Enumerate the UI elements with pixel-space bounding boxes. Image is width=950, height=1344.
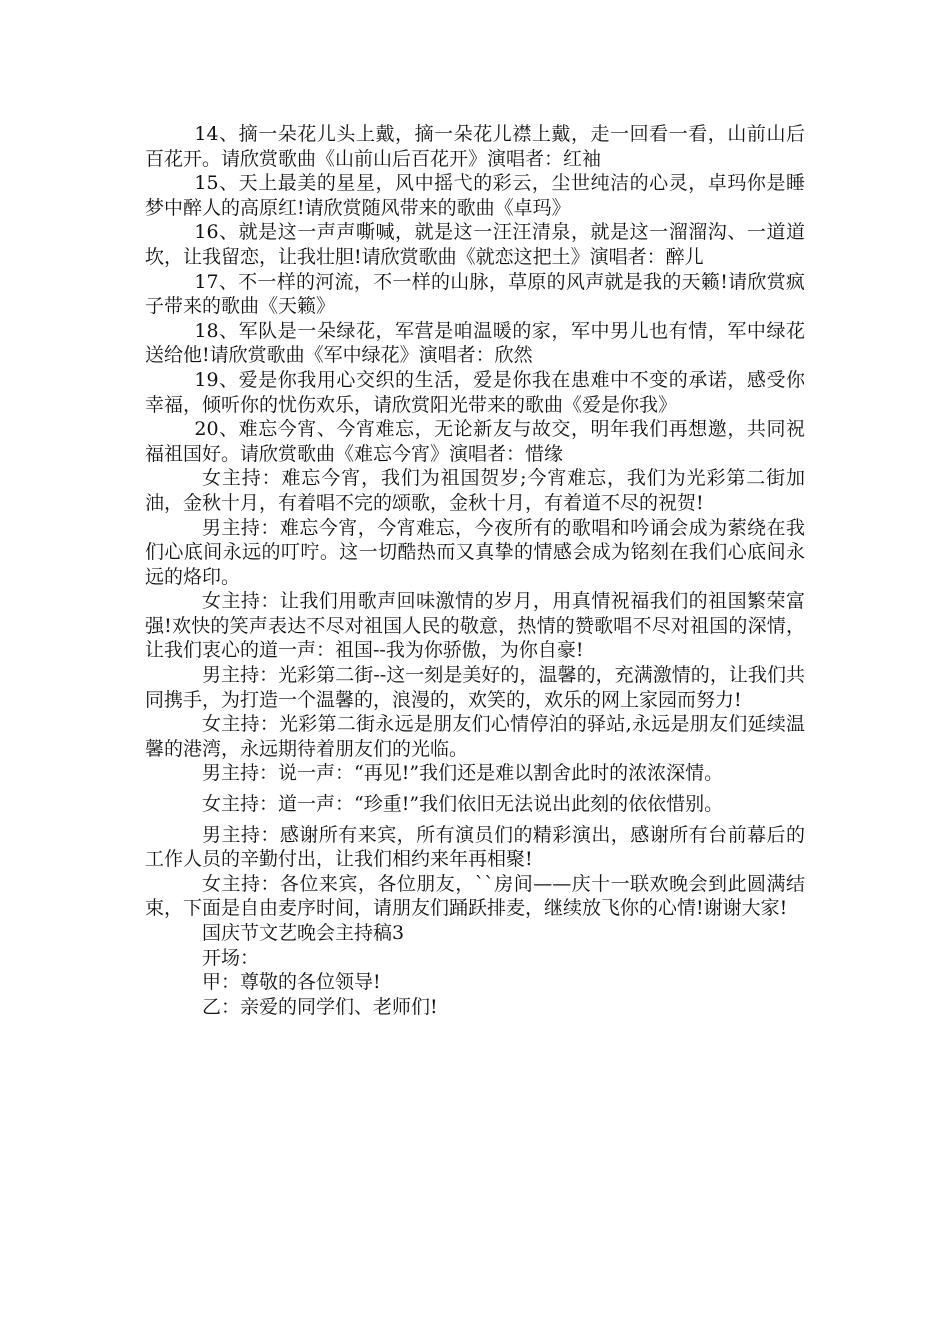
female-host-paragraph: 女主持：道一声：“珍重!”我们依旧无法说出此刻的依依惜别。: [202, 793, 724, 816]
paragraph-18: 18、军队是一朵绿花，军营是咱温暖的家，军中男儿也有情，军中绿花送给他!请欣赏歌曲《军中绿花》演唱者：欣然: [145, 319, 805, 367]
female-host-paragraph: 女主持：光彩第二街永远是朋友们心情停泊的驿站,永远是朋友们延续温馨的港湾，永远期待着朋友们的光临。: [145, 713, 805, 760]
paragraph-16: 16、就是这一声声嘶喊，就是这一汪汪清泉，就是这一溜溜沟、一道道坎，让我留恋，让我壮胆!请欣赏歌曲《就恋这把土》演唱者：醉儿: [145, 221, 805, 268]
paragraph-14: 14、摘一朵花儿头上戴，摘一朵花儿襟上戴，走一回看一看，山前山后百花开。请欣赏歌曲《山前山后百花开》演唱者：红袖: [145, 123, 805, 170]
female-host-paragraph: 女主持：让我们用歌声回味激情的岁月，用真情祝福我们的祖国繁荣富强!欢快的笑声表达不尽对祖国人民的敬意，热情的赞歌唱不尽对祖国的深情，让我们衷心的道一声：祖国--我为你骄傲，为你自豪!: [145, 590, 805, 662]
opening-label: 开场：: [202, 946, 260, 969]
paragraph-20: 20、难忘今宵、今宵难忘，无论新友与故交，明年我们再想邀，共同祝福祖国好。请欣赏歌曲《难忘今宵》演唱者：惜缘: [145, 418, 805, 465]
male-host-paragraph: 男主持：说一声：“再见!”我们还是难以割舍此时的浓浓深情。: [202, 762, 724, 785]
document-body: [145, 122, 805, 1019]
male-host-paragraph: 男主持：感谢所有来宾，所有演员们的精彩演出，感谢所有台前幕后的工作人员的辛勤付出，让我们相约来年再相聚!: [145, 823, 805, 871]
speaker-a-line: 甲：尊敬的各位领导!: [202, 971, 381, 994]
male-host-paragraph: 男主持：难忘今宵，今宵难忘，今夜所有的歌唱和吟诵会成为萦绕在我们心底间永远的叮咛。这一切酷热而又真挚的情感会成为铭刻在我们心底间永远的烙印。: [145, 516, 805, 588]
paragraph-17: 17、不一样的河流，不一样的山脉，草原的风声就是我的天籁!请欣赏疯子带来的歌曲《天籁》: [145, 270, 805, 318]
section-title: 国庆节文艺晚会主持稿3: [202, 922, 405, 944]
female-host-paragraph: 女主持：难忘今宵，我们为祖国贺岁;今宵难忘，我们为光彩第二街加油，金秋十月，有着唱不完的颂歌，金秋十月，有着道不尽的祝贺!: [145, 467, 805, 514]
speaker-b-line: 乙：亲爱的同学们、老师们!: [202, 995, 438, 1018]
female-host-paragraph: 女主持：各位来宾，各位朋友，``房间——庆十一联欢晚会到此圆满结束，下面是自由麦序时间，请朋友们踊跃排麦，继续放飞你的心情!谢谢大家!: [145, 872, 805, 920]
paragraph-15: 15、天上最美的星星，风中摇弋的彩云，尘世纯洁的心灵，卓玛你是睡梦中醉人的高原红!请欣赏随风带来的歌曲《卓玛》: [145, 172, 805, 219]
paragraph-19: 19、爱是你我用心交织的生活，爱是你我在患难中不变的承诺，感受你幸福，倾听你的忧伤欢乐，请欣赏阳光带来的歌曲《爱是你我》: [145, 368, 805, 416]
male-host-paragraph: 男主持：光彩第二街--这一刻是美好的，温馨的，充满激情的，让我们共同携手，为打造一个温馨的，浪漫的，欢笑的，欢乐的网上家园而努力!: [145, 664, 805, 711]
